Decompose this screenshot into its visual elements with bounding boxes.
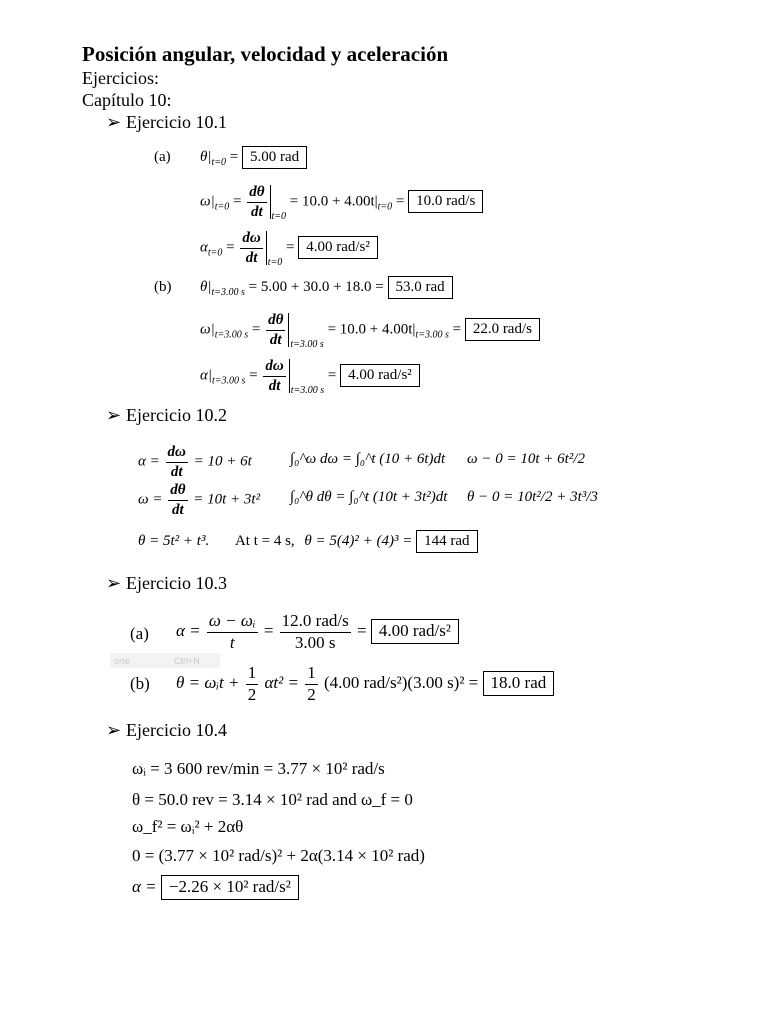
exercise-10-1-heading bbox=[106, 112, 227, 133]
exercises-label: Ejercicios: bbox=[82, 68, 159, 88]
ex3-a-answer: 4.00 rad/s² bbox=[371, 619, 459, 644]
ex2-row1-result: ω − 0 = 10t + 6t²/2 bbox=[467, 451, 585, 467]
ex1-a3-equation: $\alpha_{t=0}$ = $\frac{d\omega}{dt}$ $_{t=0}$ = 4.00 rad/s² bbox=[200, 230, 378, 266]
ex3-a-label: (a) bbox=[130, 624, 149, 643]
ex1-a2-answer: 10.0 rad/s bbox=[408, 190, 483, 213]
ex3-b-equation: θ = ωᵢt + $\frac{1}{2}$ αt² = $\frac{1}{2}$ (4.00 rad/s²)(3.00 s)² = 18.0 rad bbox=[176, 664, 554, 704]
ex2-row1-left: α = $\frac{d\omega}{dt}$ = 10 + 6t bbox=[138, 444, 252, 480]
ex1-b3-answer: 4.00 rad/s² bbox=[340, 364, 420, 387]
ex1-a1-answer: 5.00 rad bbox=[242, 146, 307, 169]
ex1-b2-equation: $\omega|_{t=3.00 s}$ = $\frac{d\theta}{dt}$ $_{t=3.00 s} = 10.0 + 4.00t|_{t=3.00 s} = 22.0$ rad/s bbox=[200, 312, 540, 348]
arrow-bullet-icon: ➢ bbox=[106, 573, 122, 593]
ex2-answer: 144 rad bbox=[416, 530, 477, 553]
ex4-line4: 0 = (3.77 × 10² rad/s)² + 2α(3.14 × 10² rad) bbox=[132, 846, 425, 865]
exercise-10-2-heading bbox=[106, 405, 227, 426]
ex1-b1-equation: $\theta|_{t=3.00 s} = 5.00 + 30.0 + 18.0 = 53.0$ rad bbox=[200, 276, 453, 299]
exercise-10-4-title: Ejercicio 10.4 bbox=[126, 720, 227, 740]
ex4-line5: α = −2.26 × 10² rad/s² bbox=[132, 875, 299, 900]
ex2-row2-result: θ − 0 = 10t²/2 + 3t³/3 bbox=[467, 489, 598, 505]
arrow-bullet-icon: ➢ bbox=[106, 720, 122, 740]
ex1-a2-equation: $\omega|_{t=0}$ = $\frac{d\theta}{dt}$ $_{t=0} = 10.0 + 4.00t|_{t=0} = 10.0$ rad/s bbox=[200, 184, 483, 220]
ex4-line1: ωᵢ = 3 600 rev/min = 3.77 × 10² rad/s bbox=[132, 759, 385, 778]
ex1-b-label: (b) bbox=[154, 279, 172, 295]
ghost-text-ctrl-n: Ctrl+N bbox=[174, 656, 200, 666]
ex1-a3-answer: 4.00 rad/s² bbox=[298, 236, 378, 259]
ex4-line2: θ = 50.0 rev = 3.14 × 10² rad and ω_f = 0 bbox=[132, 790, 413, 809]
arrow-bullet-icon: ➢ bbox=[106, 112, 122, 132]
ex3-b-label: (b) bbox=[130, 674, 150, 693]
ex1-b3-equation: $\alpha|_{t=3.00 s}$ = $\frac{d\omega}{dt}$ $_{t=3.00 s}$ = 4.00 rad/s² bbox=[200, 358, 420, 394]
exercise-10-3-heading bbox=[106, 573, 227, 594]
ex2-row2-left: ω = $\frac{d\theta}{dt}$ = 10t + 3t² bbox=[138, 482, 261, 518]
ex1-b2-answer: 22.0 rad/s bbox=[465, 318, 540, 341]
page-title: Posición angular, velocidad y aceleración bbox=[82, 42, 449, 66]
ex1-a1-equation: $\theta|_{t=0} = 5.00$ rad bbox=[200, 146, 307, 169]
ex2-row2-integral: ∫₀^θ dθ = ∫₀^t (10t + 3t²)dt bbox=[290, 489, 448, 505]
exercise-10-4-heading bbox=[106, 720, 227, 741]
ex1-b1-answer: 53.0 rad bbox=[388, 276, 453, 299]
ex1-a-label: (a) bbox=[154, 149, 171, 165]
ex4-line3: ω_f² = ωᵢ² + 2αθ bbox=[132, 817, 244, 836]
ghost-text-orte: orte bbox=[114, 656, 130, 666]
exercise-10-3-title: Ejercicio 10.3 bbox=[126, 573, 227, 593]
exercise-10-1-title: Ejercicio 10.1 bbox=[126, 112, 227, 132]
ex3-a-equation: α = $\frac{\text{ω − ωᵢ}}{t}$ = $\frac{\text{12.0 rad/s}}{3.00 s}$ = 4.00 rad/s² bbox=[176, 612, 459, 652]
exercise-10-2-title: Ejercicio 10.2 bbox=[126, 405, 227, 425]
ex2-row1-integral: ∫₀^ω dω = ∫₀^t (10 + 6t)dt bbox=[290, 451, 446, 467]
chapter-label: Capítulo 10: bbox=[82, 90, 172, 110]
ex2-row3: θ = 5t² + t³. At t = 4 s, θ = 5(4)² + (4)³ = 144 rad bbox=[138, 530, 478, 553]
arrow-bullet-icon: ➢ bbox=[106, 405, 122, 425]
ex3-b-answer: 18.0 rad bbox=[483, 671, 555, 696]
ex4-answer: −2.26 × 10² rad/s² bbox=[161, 875, 299, 900]
